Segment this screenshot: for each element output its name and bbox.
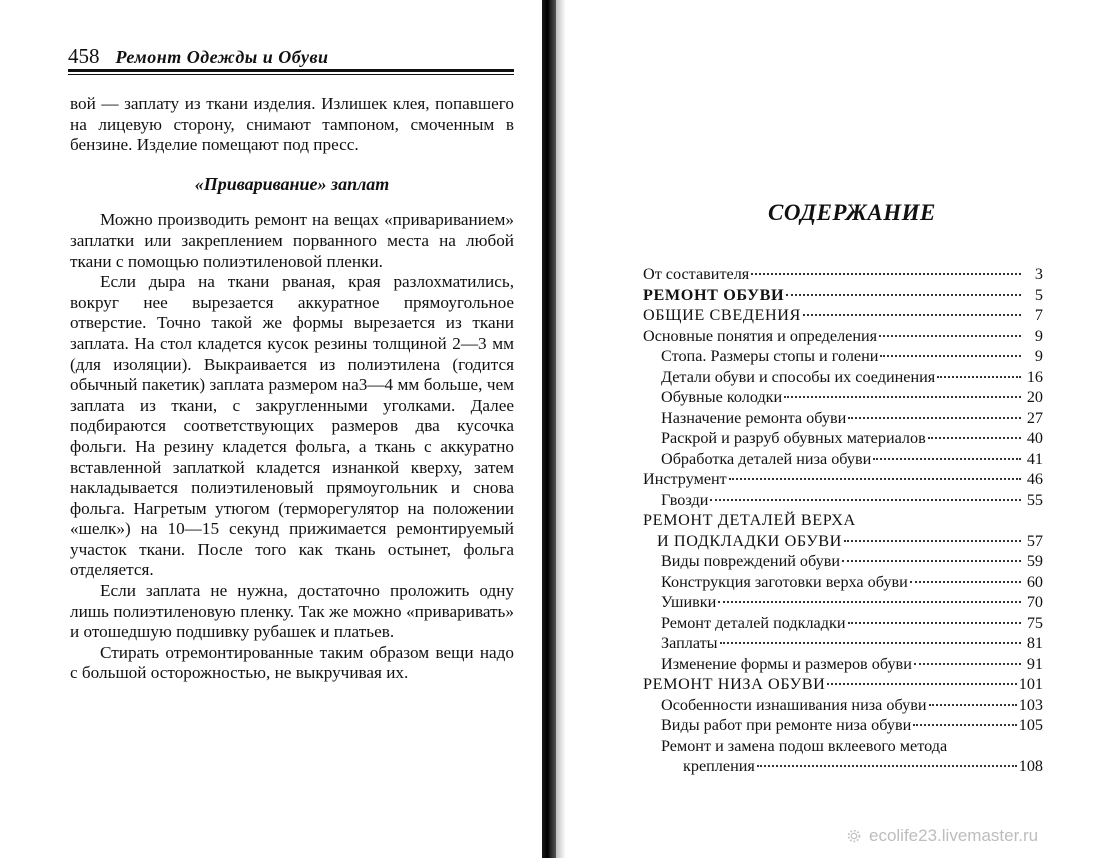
toc-page-number: 101 xyxy=(1018,675,1043,693)
toc-label: Назначение ремонта обуви xyxy=(661,408,847,427)
toc-row xyxy=(643,613,1043,634)
toc-leader-dots xyxy=(803,314,1021,316)
running-title: Ремонт Одежды и Обуви xyxy=(115,47,329,67)
toc-page-number: 20 xyxy=(1026,388,1043,406)
toc-label: Виды работ при ремонте низа обуви xyxy=(661,716,912,734)
toc-label: Конструкция заготовки верха обуви xyxy=(661,572,908,591)
toc-leader-dots xyxy=(729,478,1021,480)
left-page xyxy=(0,0,540,858)
toc-leader-dots xyxy=(910,581,1021,583)
toc-leader-dots xyxy=(786,294,1021,296)
toc-row xyxy=(643,572,1043,593)
toc-row xyxy=(643,367,1043,388)
page-number: 458 xyxy=(68,44,100,68)
toc-label: Инструмент xyxy=(643,470,727,488)
toc-row xyxy=(643,551,1043,572)
toc-leader-dots xyxy=(913,724,1016,726)
toc-leader-dots xyxy=(757,765,1017,767)
toc-label: Заплаты xyxy=(661,634,718,652)
toc-leader-dots xyxy=(873,458,1021,460)
toc-label: РЕМОНТ НИЗА ОБУВИ xyxy=(643,675,826,693)
toc-leader-dots xyxy=(842,560,1021,562)
toc-page-number: 57 xyxy=(1026,531,1043,550)
toc-row xyxy=(643,531,1043,552)
toc-page-number: 60 xyxy=(1026,572,1043,591)
watermark-text: ecolife23.livemaster.ru xyxy=(869,826,1039,845)
toc-row xyxy=(643,654,1043,675)
toc-leader-dots xyxy=(751,273,1021,275)
toc-label: Особенности изнашивания низа обуви xyxy=(661,695,927,714)
toc-leader-dots xyxy=(879,335,1021,337)
toc-page-number: 75 xyxy=(1026,613,1043,632)
toc-label: От составителя xyxy=(643,265,750,283)
paragraph: Если заплата не нужна, достаточно проложить одну лишь полиэтиленовую пленку. Так же можно «приваривать» и отошедшую подшивку рубашек и платьев. xyxy=(70,581,514,642)
toc-leader-dots xyxy=(937,376,1021,378)
toc-row xyxy=(643,428,1043,449)
toc-row xyxy=(643,715,1043,736)
toc-row xyxy=(643,592,1043,613)
toc-label: Ушивки xyxy=(661,593,717,611)
toc-row xyxy=(643,264,1043,285)
toc-label: Обувные колодки xyxy=(661,388,783,406)
toc-row xyxy=(643,756,1043,777)
toc-label: Гвозди xyxy=(661,490,709,509)
toc-page-number: 16 xyxy=(1026,367,1043,386)
toc-title: СОДЕРЖАНИЕ xyxy=(768,200,936,225)
toc-leader-dots xyxy=(710,499,1021,501)
toc-label: Раскрой и разруб обувных материалов xyxy=(661,429,926,447)
toc-page-number: 41 xyxy=(1026,449,1043,468)
toc-page-number: 46 xyxy=(1026,470,1043,488)
toc-label: ОБЩИЕ СВЕДЕНИЯ xyxy=(643,306,801,324)
toc-page-number: 9 xyxy=(1034,347,1043,365)
toc-row xyxy=(643,736,1043,757)
toc-page-number: 55 xyxy=(1026,490,1043,509)
toc-label: Обработка деталей низа обуви xyxy=(661,449,872,468)
toc-leader-dots xyxy=(928,437,1021,439)
toc-page-number: 7 xyxy=(1034,306,1043,324)
section-heading: «Приваривание» заплат xyxy=(194,173,390,194)
toc-label: крепления xyxy=(683,757,755,775)
toc-row xyxy=(643,490,1043,511)
toc-row xyxy=(643,326,1043,347)
toc-label: Ремонт деталей подкладки xyxy=(661,613,846,632)
toc-label: РЕМОНТ ДЕТАЛЕЙ ВЕРХА xyxy=(643,511,856,529)
toc-page-number: 105 xyxy=(1018,716,1043,734)
toc-page-number: 81 xyxy=(1026,634,1043,652)
toc-row xyxy=(643,285,1043,306)
toc-leader-dots xyxy=(914,663,1021,665)
toc-page-number: 91 xyxy=(1026,654,1043,673)
toc-row xyxy=(643,674,1043,695)
toc-page-number: 5 xyxy=(1034,285,1043,304)
toc-page-number: 59 xyxy=(1026,552,1043,570)
watermark xyxy=(845,826,1038,846)
toc-leader-dots xyxy=(720,642,1021,644)
toc-page-number: 27 xyxy=(1026,408,1043,427)
paragraph: Стирать отремонтированные таким образом вещи надо с большой осторожностью, не выкручивая их. xyxy=(70,642,514,683)
toc-label: Основные понятия и определения xyxy=(643,326,878,345)
toc-label: И ПОДКЛАДКИ ОБУВИ xyxy=(657,531,842,550)
toc-label: Детали обуви и способы их соединения xyxy=(661,367,936,386)
paragraph: Можно производить ремонт на вещах «привариванием» заплатки или закреплением порванного места на любой ткани с помощью полиэтиленовой пленки. xyxy=(70,210,514,271)
left-body-text xyxy=(70,94,514,684)
toc-label: Ремонт и замена подош вклеевого метода xyxy=(661,736,948,755)
toc-row xyxy=(643,510,1043,531)
toc-leader-dots xyxy=(718,601,1021,603)
toc-label: Виды повреждений обуви xyxy=(661,552,841,570)
spine-shadow xyxy=(556,0,566,858)
toc-label: Стопа. Размеры стопы и голени xyxy=(661,347,879,365)
toc-leader-dots xyxy=(784,396,1021,398)
toc-row xyxy=(643,387,1043,408)
toc-row xyxy=(643,408,1043,429)
toc-leader-dots xyxy=(844,540,1021,542)
continued-paragraph: вой — заплату из ткани изделия. Излишек клея, попавшего на лицевую сторону, снимают тампоном, смоченным в бензине. Изделие помещают под пресс. xyxy=(70,94,514,155)
toc-page-number: 40 xyxy=(1026,429,1043,447)
toc-leader-dots xyxy=(880,355,1021,357)
toc-row xyxy=(643,305,1043,326)
toc-page-number: 9 xyxy=(1034,326,1043,345)
header-rule xyxy=(68,69,514,75)
table-of-contents xyxy=(643,264,1043,777)
paragraph: Если дыра на ткани рваная, края разлохматились, вокруг нее вырезается аккуратное прямоугольное отверстие. Точно такой же формы вырезается из ткани заплата. На стол кладется кусок резины толщиной 2—3 мм (для изоляции). Выкраивается из полиэтилена (годится обычный пакетик) заплата размером на3—4 мм больше, чем заплата из ткани, с закругленными уголками. Далее подбираются соответствующих размеров два кусочка фольги. На резину кладется фольга, а ткань с аккуратно вставленной заплаткой кладется изнанкой кверху, затем накладывается полиэтиленовый прямоугольник и снова фольга. Нагретым утюгом (терморегулятор на положении «шелк») на 10—15 секунд прижимается ремонтируемый участок ткани. После того как ткань остынет, фольга отделяется. xyxy=(70,272,514,580)
gear-icon xyxy=(845,827,863,845)
toc-page-number: 103 xyxy=(1018,695,1043,714)
toc-label: РЕМОНТ ОБУВИ xyxy=(643,285,785,304)
book-spine xyxy=(542,0,556,858)
toc-row xyxy=(643,633,1043,654)
toc-row xyxy=(643,469,1043,490)
toc-page-number: 108 xyxy=(1018,757,1043,775)
toc-page-number: 3 xyxy=(1034,265,1043,283)
toc-leader-dots xyxy=(848,417,1021,419)
toc-page-number: 70 xyxy=(1026,593,1043,611)
toc-row xyxy=(643,695,1043,716)
toc-row xyxy=(643,449,1043,470)
running-head xyxy=(68,44,514,69)
toc-label: Изменение формы и размеров обуви xyxy=(661,654,912,673)
toc-leader-dots xyxy=(848,622,1021,624)
toc-leader-dots xyxy=(827,683,1016,685)
toc-leader-dots xyxy=(929,704,1017,706)
toc-row xyxy=(643,346,1043,367)
